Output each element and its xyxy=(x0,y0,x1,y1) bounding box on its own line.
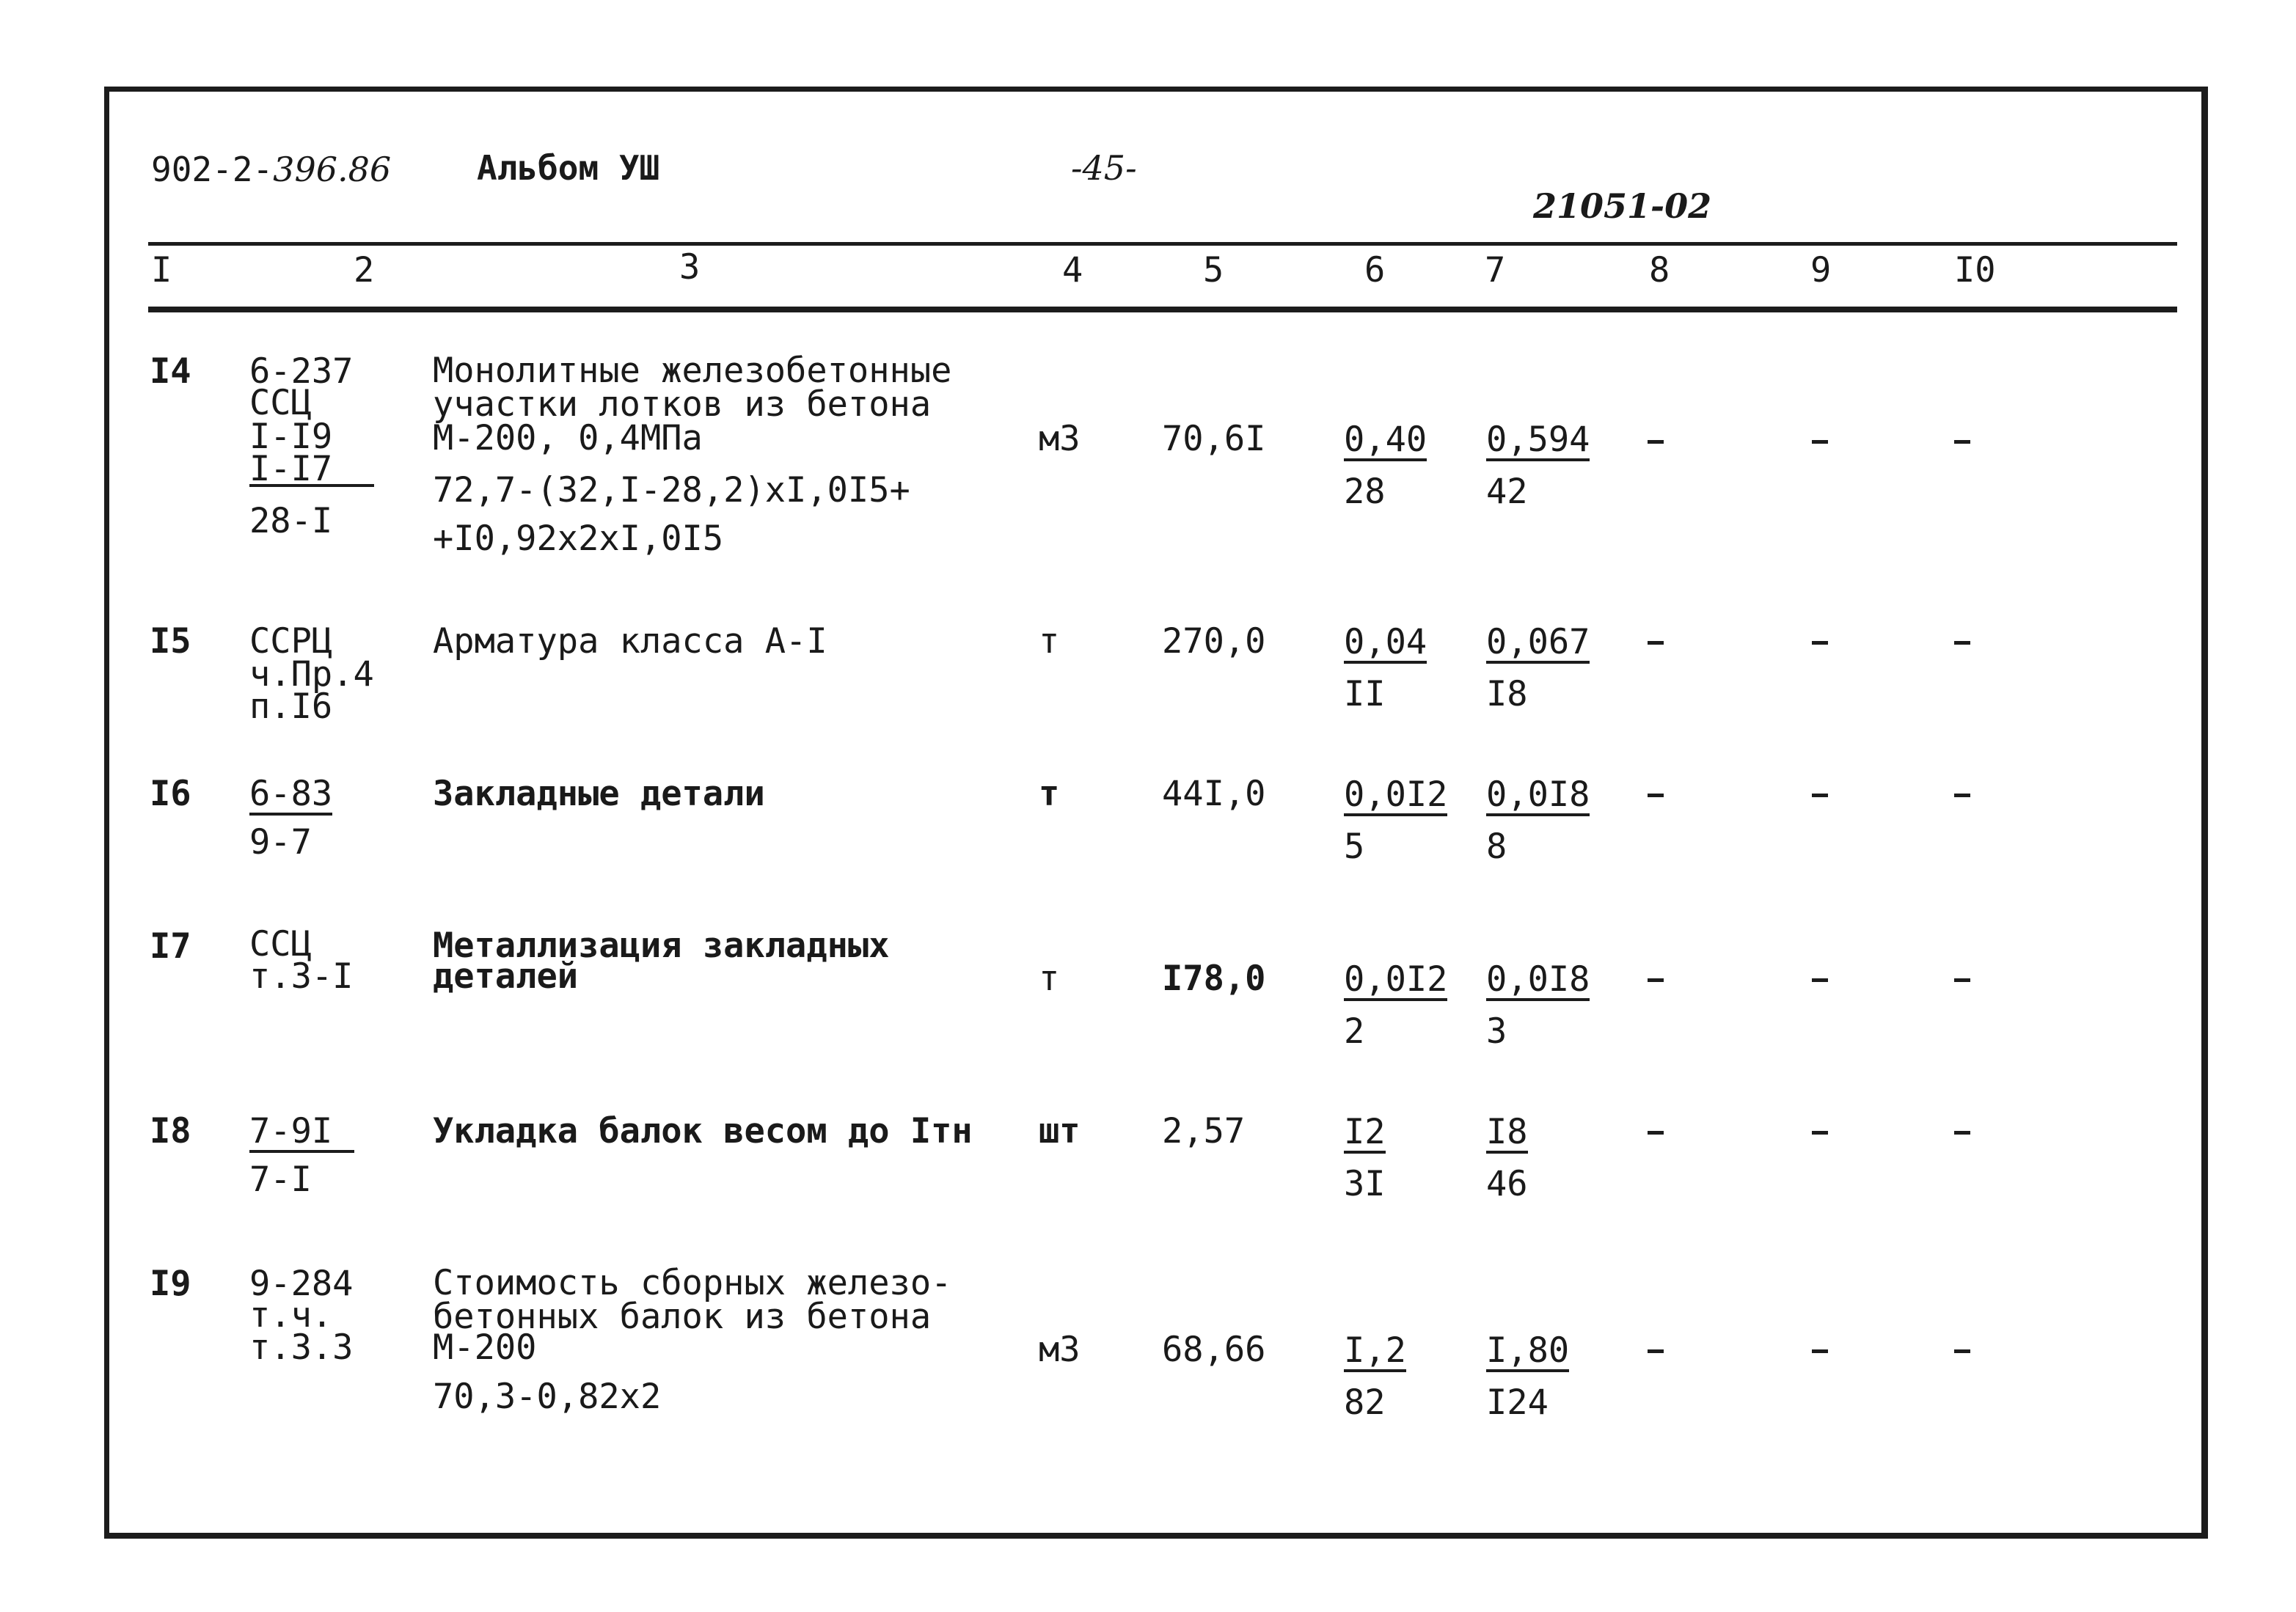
dash-col8 xyxy=(1648,978,1664,982)
col7-fraction xyxy=(1486,420,1590,512)
desc-line: деталей xyxy=(433,956,579,997)
stamp-number: 21051-02 xyxy=(1533,186,1712,226)
fraction-numerator: I2 xyxy=(1344,1112,1386,1152)
quantity: 44I,0 xyxy=(1162,774,1266,814)
col-header-1: I xyxy=(151,250,172,290)
dash-col8 xyxy=(1648,794,1664,797)
dash-col8 xyxy=(1648,1131,1664,1135)
fraction-numerator: I8 xyxy=(1486,1112,1528,1152)
row-num: I9 xyxy=(150,1264,191,1304)
dash-col8 xyxy=(1648,641,1664,645)
fraction-denominator: 42 xyxy=(1486,472,1528,512)
ref-line: т.3-I xyxy=(249,956,354,997)
row-num: I6 xyxy=(150,774,191,814)
fraction-denominator: 28 xyxy=(1344,472,1386,512)
col6-fraction xyxy=(1344,959,1448,1052)
col-header-8: 8 xyxy=(1649,250,1670,290)
unit: т xyxy=(1039,621,1060,662)
header-rule-bottom xyxy=(148,307,2177,312)
page-frame xyxy=(104,87,2208,1539)
row-num: I4 xyxy=(150,351,191,392)
fraction-denominator: I24 xyxy=(1486,1382,1549,1423)
dash-col9 xyxy=(1812,440,1828,444)
dash-col9 xyxy=(1812,1131,1828,1135)
quantity: 270,0 xyxy=(1162,621,1266,662)
ref-line: 7-9I xyxy=(249,1115,354,1153)
row-num: I5 xyxy=(150,621,191,662)
fraction-denominator: 5 xyxy=(1344,827,1365,867)
unit: т xyxy=(1039,959,1060,999)
quantity: 68,66 xyxy=(1162,1330,1266,1370)
fraction-numerator: I,2 xyxy=(1344,1330,1406,1371)
ref-line: ССЦ xyxy=(249,924,312,964)
unit: шт xyxy=(1039,1111,1081,1151)
fraction-numerator: 0,067 xyxy=(1486,622,1590,662)
dash-col9 xyxy=(1812,794,1828,797)
ref-line: I-I9 xyxy=(249,417,333,457)
calc-line: 72,7-(32,I-28,2)xI,0I5+ xyxy=(433,470,910,510)
desc-line: Стоимость сборных железо- xyxy=(433,1263,952,1303)
col6-fraction xyxy=(1344,622,1427,714)
ref-line: ССЦ xyxy=(249,383,312,423)
dash-col10 xyxy=(1954,641,1970,645)
col-header-2: 2 xyxy=(354,250,375,290)
quantity: I78,0 xyxy=(1162,959,1266,999)
doc-code-prefix: 902-2- xyxy=(151,150,274,189)
unit: м3 xyxy=(1039,419,1081,459)
ref-line: ч.Пр.4 xyxy=(249,654,374,695)
desc-line: Укладка балок весом до Iтн xyxy=(433,1111,973,1151)
ref-line: I-I7 xyxy=(249,455,374,487)
quantity: 70,6I xyxy=(1162,419,1266,459)
dash-col8 xyxy=(1648,440,1664,444)
fraction-denominator: 3I xyxy=(1344,1164,1386,1204)
fraction-numerator: 0,0I8 xyxy=(1486,774,1590,815)
col6-fraction xyxy=(1344,420,1427,512)
row-num: I8 xyxy=(150,1111,191,1151)
desc-line: Металлизация закладных xyxy=(433,926,890,966)
fraction-numerator: 0,594 xyxy=(1486,420,1590,460)
col6-fraction xyxy=(1344,1330,1406,1423)
row-num: I7 xyxy=(150,926,191,967)
dash-col10 xyxy=(1954,1131,1970,1135)
desc-line: Монолитные железобетонные xyxy=(433,351,952,391)
col-header-5: 5 xyxy=(1203,250,1224,290)
ref-line: т.3.3 xyxy=(249,1327,354,1368)
fraction-denominator: 82 xyxy=(1344,1382,1386,1423)
calc-line: 70,3-0,82x2 xyxy=(433,1377,662,1417)
dash-col10 xyxy=(1954,440,1970,444)
fraction-denominator: 46 xyxy=(1486,1164,1528,1204)
ref-line: 9-284 xyxy=(249,1264,354,1304)
header-rule-top xyxy=(148,242,2177,246)
calc-line: +I0,92x2xI,0I5 xyxy=(433,519,724,559)
col7-fraction xyxy=(1486,622,1590,714)
fraction-numerator: 0,0I2 xyxy=(1344,959,1448,1000)
quantity: 2,57 xyxy=(1162,1111,1246,1151)
dash-col10 xyxy=(1954,978,1970,982)
desc-line: М-200, 0,4МПа xyxy=(433,418,703,458)
dash-col10 xyxy=(1954,1349,1970,1353)
fraction-numerator: 0,04 xyxy=(1344,622,1427,662)
desc-line: бетонных балок из бетона xyxy=(433,1297,932,1337)
fraction-numerator: 0,40 xyxy=(1344,420,1427,460)
fraction-denominator: II xyxy=(1344,674,1386,714)
doc-code xyxy=(151,150,392,189)
col-header-6: 6 xyxy=(1364,250,1386,290)
fraction-numerator: I,80 xyxy=(1486,1330,1570,1371)
desc-line: Закладные детали xyxy=(433,774,765,814)
dash-col10 xyxy=(1954,794,1970,797)
fraction-denominator: 8 xyxy=(1486,827,1507,867)
col7-fraction xyxy=(1486,1330,1570,1423)
desc-line: участки лотков из бетона xyxy=(433,384,932,425)
col6-fraction xyxy=(1344,774,1448,867)
desc-line: М-200 xyxy=(433,1327,537,1368)
col-header-9: 9 xyxy=(1810,250,1832,290)
album-label: Альбом УШ xyxy=(477,148,660,188)
fraction-denominator: 2 xyxy=(1344,1011,1365,1052)
unit: м3 xyxy=(1039,1330,1081,1370)
dash-col8 xyxy=(1648,1349,1664,1353)
fraction-denominator: 3 xyxy=(1486,1011,1507,1052)
ref-line: п.I6 xyxy=(249,686,333,727)
unit: т xyxy=(1039,774,1060,814)
fraction-denominator: I8 xyxy=(1486,674,1528,714)
ref-line: 28-I xyxy=(249,501,333,541)
page-number: -45- xyxy=(1071,148,1137,188)
col-header-7: 7 xyxy=(1485,250,1506,290)
col7-fraction xyxy=(1486,1112,1528,1204)
dash-col9 xyxy=(1812,641,1828,645)
col7-fraction xyxy=(1486,959,1590,1052)
col-header-3: 3 xyxy=(679,247,701,287)
col6-fraction xyxy=(1344,1112,1386,1204)
ref-line: 6-83 xyxy=(249,774,333,814)
ref-line: 6-237 xyxy=(249,351,354,392)
col-header-10: I0 xyxy=(1954,250,1996,290)
col7-fraction xyxy=(1486,774,1590,867)
dash-col9 xyxy=(1812,978,1828,982)
desc-line: Арматура класса А-I xyxy=(433,621,827,662)
fraction-numerator: 0,0I2 xyxy=(1344,774,1448,815)
fraction-numerator: 0,0I8 xyxy=(1486,959,1590,1000)
col-header-4: 4 xyxy=(1062,250,1083,290)
ref-line: 7-I xyxy=(249,1159,312,1200)
ref-line: т.ч. xyxy=(249,1295,333,1336)
doc-code-handwritten: 396.86 xyxy=(273,150,392,189)
ref-line: 9-7 xyxy=(249,822,312,862)
dash-col9 xyxy=(1812,1349,1828,1353)
ref-line: ССРЦ xyxy=(249,621,333,662)
